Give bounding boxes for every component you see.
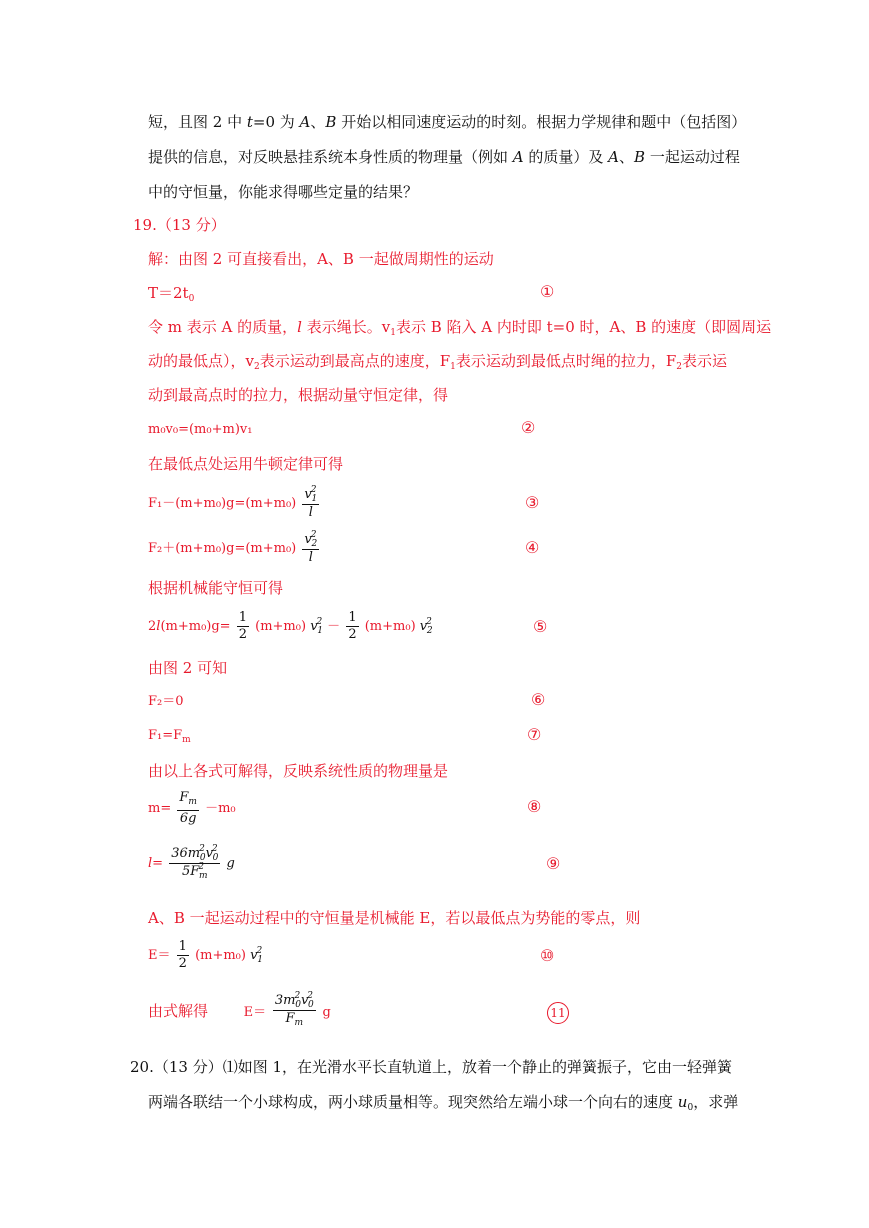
text: F₂＋(m+m₀)g=(m+m₀) [148,541,297,556]
text: 20.（13 分）⑴如图 1，在光滑水平长直轨道上，放着一个静止的弹簧振子，它由一轻弹簧 [130,1058,733,1076]
subscript: 0 [687,1103,694,1113]
var-v: v [310,619,318,634]
text: 在最低点处运用牛顿定律可得 [148,455,344,473]
Fm-squared [199,864,207,879]
subscript: 1 [311,493,318,504]
superscript: 2 [426,617,432,627]
subscript: 1 [317,626,324,636]
q19-fig2 [148,658,227,678]
subscript: 0 [308,1000,314,1010]
text: F₁=F [148,728,183,743]
text: 的质量）及 [523,148,609,166]
eq-8 [148,790,236,827]
text: 由图 2 可知 [148,659,228,677]
q19-solution-intro [148,249,494,269]
denominator: l [308,549,313,565]
var-v: v [205,846,213,861]
marker-1: ① [540,282,555,301]
q19-newton [148,454,343,474]
intro-line-1 [148,112,746,132]
text: 动到最高点时的拉力，根据动量守恒定律，得 [148,386,449,404]
text: 一起运动过程 [645,148,740,166]
text: A、B 一起运动过程中的守恒量是机械能 E，若以最低点为势能的零点，则 [148,909,641,927]
denominator: 2 [348,627,357,642]
var-v: v [304,531,312,547]
subscript: 2 [253,362,260,372]
marker-3: ③ [525,493,540,512]
text: 两端各联结一个小球构成，两小球质量相等。现突然给左端小球一个向右的速度 [148,1093,678,1111]
q19-derive [148,761,448,781]
v-squared [304,484,318,504]
denominator [273,1011,316,1031]
marker-11: 11 [547,1002,569,1024]
numerator [177,790,199,811]
text: 根据机械能守恒可得 [148,579,284,597]
intro-line-2 [148,147,740,167]
eq-11 [148,991,331,1033]
subscript: 1 [450,362,456,372]
v2-squared [420,619,433,634]
minus: － [327,619,341,634]
subscript: 1 [390,328,396,338]
text: 令 m 表示 A 的质量， [148,318,298,336]
text: m₀v₀=(m₀+m)v₁ [148,422,253,437]
fraction-half [177,939,189,972]
text: 由以上各式可解得，反映系统性质的物理量是 [148,762,449,780]
text: 短，且图 2 中 [148,113,247,131]
denominator: l [308,504,313,520]
fraction [169,846,220,881]
marker-10: ⑩ [540,946,555,965]
var-v: v [304,486,312,502]
subscript: m [294,1018,304,1028]
superscript: 2 [199,844,205,854]
q20-line-1 [130,1057,732,1077]
denominator: 2 [238,627,247,642]
var-l: l [297,318,302,336]
subscript: m [199,871,208,881]
var-l: l [156,619,161,634]
text: 、 [310,113,326,131]
v0-squared [308,993,313,1008]
fraction [302,529,319,566]
text: 表示 B 陷入 A 内时即 t=0 时，A、B 的速度（即圆周运 [395,318,772,336]
var-F: F [179,790,189,805]
q20-line-2 [148,1092,738,1118]
var-g: g [226,856,235,871]
marker-5: ⑤ [533,617,548,636]
text: = [152,856,164,871]
v0-squared [213,846,218,861]
subscript: 2 [311,538,318,549]
marker-8: ⑧ [527,797,542,816]
fraction-half [237,610,249,643]
text: T＝2t [148,284,189,302]
eq-7 [148,726,191,750]
text: 表示绳长。v [301,318,391,336]
eq-1 [148,283,194,309]
text: －m₀ [205,801,236,816]
superscript: 2 [211,844,218,854]
q19-conserved [148,908,640,928]
text: 36m [171,846,201,861]
eq-5 [148,609,433,646]
intro-line-3 [148,182,418,202]
subscript: 2 [676,362,683,372]
var-v: v [419,619,428,634]
text: E＝ [243,1005,267,1020]
text: (m+m₀) [255,619,307,634]
var-B: B [325,113,337,131]
subscript: 1 [257,955,263,965]
text: F₁－(m+m₀)g=(m+m₀) [148,496,297,511]
text: (m+m₀) [364,619,416,634]
fraction-half [346,610,358,643]
text: F₂＝0 [148,694,184,709]
var-g: g [322,1005,331,1020]
var-A: A [608,148,620,166]
q19-desc-3 [148,385,448,405]
fraction [273,993,316,1031]
text: 开始以相同速度运动的时刻。根据力学规律和题中（包括图） [336,113,747,131]
var-A: A [512,148,524,166]
superscript: 2 [310,529,317,540]
marker-2: ② [521,418,536,437]
v-squared [304,529,318,549]
subscript: m [182,735,191,745]
text: (m+m₀)g= [160,619,231,634]
denominator [169,864,220,881]
numerator [169,846,220,864]
superscript: 2 [294,991,301,1001]
superscript: 2 [307,991,314,1001]
text: 3m [274,993,296,1008]
var-l: l [148,856,153,871]
var-F: F [285,1011,295,1026]
text: 、 [619,148,635,166]
text: 提供的信息，对反映悬挂系统本身性质的物理量（例如 [148,148,513,166]
text: E＝ [148,948,171,963]
numerator [302,484,319,505]
superscript: 2 [316,617,323,627]
var-t: t [246,113,253,131]
superscript: 2 [256,946,263,956]
text: =0 为 [252,113,300,131]
eq-4 [148,531,321,567]
text: m= [148,801,172,816]
text: 中的守恒量，你能求得哪些定量的结果？ [148,183,419,201]
fraction [302,484,319,521]
text: (m+m₀) [195,948,246,963]
var-v: v [250,948,258,963]
subscript: m [188,797,197,807]
q19-energy [148,578,283,598]
subscript: 0 [188,294,195,304]
text: 由式解得 [148,1002,209,1020]
eq-2 [148,420,252,440]
var-v: v [300,993,309,1008]
text: 解：由图 2 可直接看出，A、B 一起做周期性的运动 [148,250,494,268]
eq-6 [148,692,184,712]
text: 动的最低点），v [148,352,254,370]
eq-10 [148,938,263,975]
numerator [273,993,316,1011]
subscript: 2 [426,626,433,636]
var-B: B [634,148,646,166]
v1-squared [250,948,263,963]
superscript: 2 [310,484,317,495]
text: ，求弹 [693,1093,739,1111]
eq-9 [148,844,235,884]
numerator: 1 [348,610,357,625]
eq-3 [148,486,321,522]
marker-7: ⑦ [527,725,542,744]
subscript: 0 [199,853,206,863]
q19-desc-2 [148,351,727,377]
text: 5F [182,864,200,879]
fraction [177,790,199,827]
var-u: u [677,1093,688,1111]
subscript: 0 [212,853,219,863]
denominator: 6g [179,811,197,826]
m0-squared [295,993,300,1008]
marker-9: ⑨ [546,854,561,873]
q19-desc-1 [148,317,771,343]
m0-v0-squared [200,846,205,861]
text: 19.（13 分） [133,216,226,234]
numerator: 1 [238,610,247,625]
q19-header [133,215,226,235]
text: 表示运动到最低点时绳的拉力，F [455,352,677,370]
text: 2 [148,619,157,634]
numerator [302,529,319,550]
denominator: 2 [178,956,187,971]
subscript: 0 [295,1000,301,1010]
marker-6: ⑥ [531,690,546,709]
v1-squared [310,619,323,634]
text: 表示运动到最高点的速度，F [259,352,451,370]
marker-4: ④ [525,538,540,557]
var-A: A [299,113,311,131]
numerator: 1 [178,939,187,954]
superscript: 2 [198,862,205,872]
text: 表示运 [682,352,728,370]
